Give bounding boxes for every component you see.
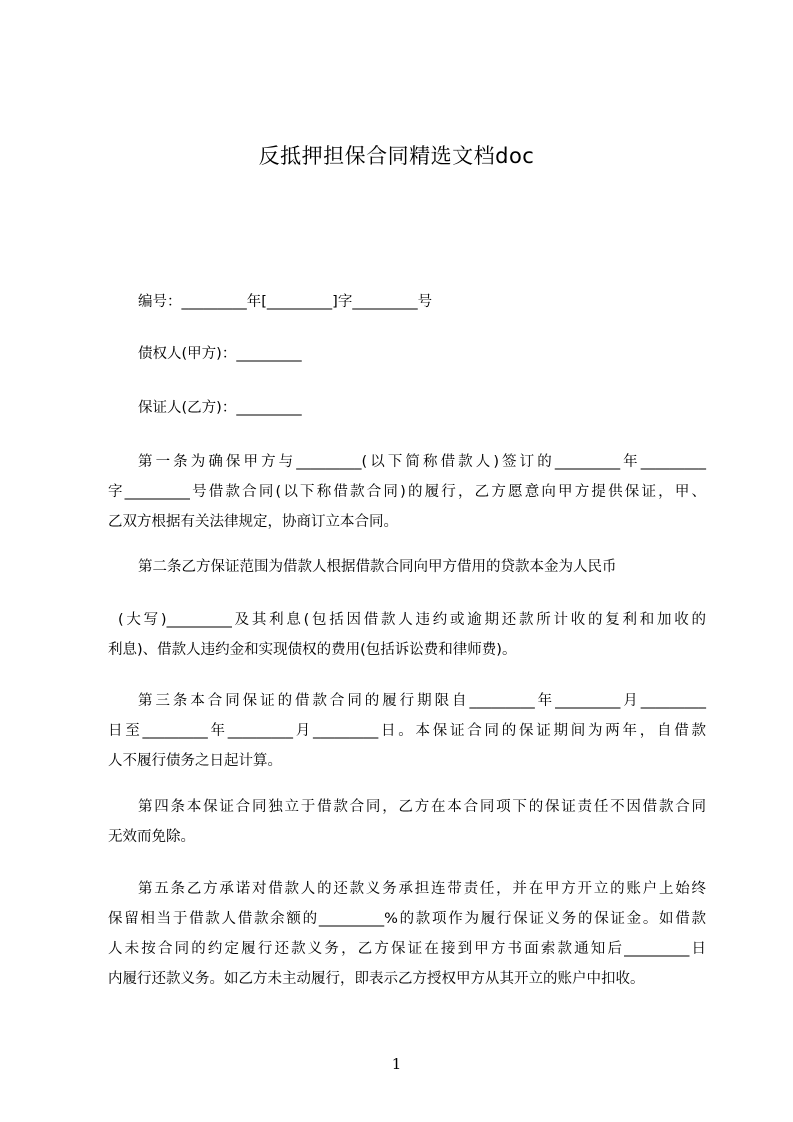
- article-4-line: 无效而免除。: [108, 829, 195, 845]
- article-4-line: 第四条本保证合同独立于借款合同，乙方在本合同项下的保证责任不因借款合同: [138, 799, 706, 815]
- article-2-line: 利息)、借款人违约金和实现债权的费用(包括诉讼费和律师费)。: [108, 642, 517, 658]
- document-title: 反抵押担保合同精选文档doc: [258, 144, 535, 168]
- article-2-heading: 第二条乙方保证范围为借款人根据借款合同向甲方借用的贷款本金为人民币: [138, 559, 617, 575]
- page-number: 1: [391, 1055, 402, 1073]
- article-5: [108, 874, 706, 994]
- guarantor-line: 保证人(乙方)：_________: [138, 400, 302, 416]
- article-5-line: 保留相当于借款人借款余额的_________%的款项作为履行保证义务的保证金。如借款: [108, 911, 706, 927]
- article-2-body: [108, 605, 706, 665]
- article-1-line: 乙双方根据有关法律规定，协商订立本合同。: [108, 514, 398, 530]
- article-1-line: 第一条为确保甲方与_________(以下简称借款人)签订的_________年_________: [138, 454, 706, 470]
- article-5-line: 第五条乙方承诺对借款人的还款义务承担连带责任，并在甲方开立的账户上始终: [138, 881, 706, 897]
- article-2-line: (大写)_________及其利息(包括因借款人违约或逾期还款所计收的复利和加收的: [118, 612, 706, 628]
- article-3-line: 日至_________年_________月_________日。本保证合同的保证期间为两年，自借款: [108, 723, 706, 739]
- article-3-line: 人不履行债务之日起计算。: [108, 753, 282, 769]
- article-3-line: 第三条本合同保证的借款合同的履行期限自_________年_________月_________: [138, 693, 706, 709]
- article-1-line: 字_________号借款合同(以下称借款合同)的履行，乙方愿意向甲方提供保证，甲、: [108, 484, 706, 500]
- article-1: [108, 447, 706, 537]
- contract-number-line: 编号：_________年[_________]字_________号: [138, 294, 433, 310]
- creditor-line: 债权人(甲方)：_________: [138, 346, 302, 362]
- article-3: [108, 686, 706, 776]
- article-5-line: 内履行还款义务。如乙方未主动履行，即表示乙方授权甲方从其开立的账户中扣收。: [108, 971, 645, 987]
- article-4: [108, 792, 706, 852]
- article-5-line: 人未按合同的约定履行还款义务，乙方保证在接到甲方书面索款通知后_________日: [108, 941, 706, 957]
